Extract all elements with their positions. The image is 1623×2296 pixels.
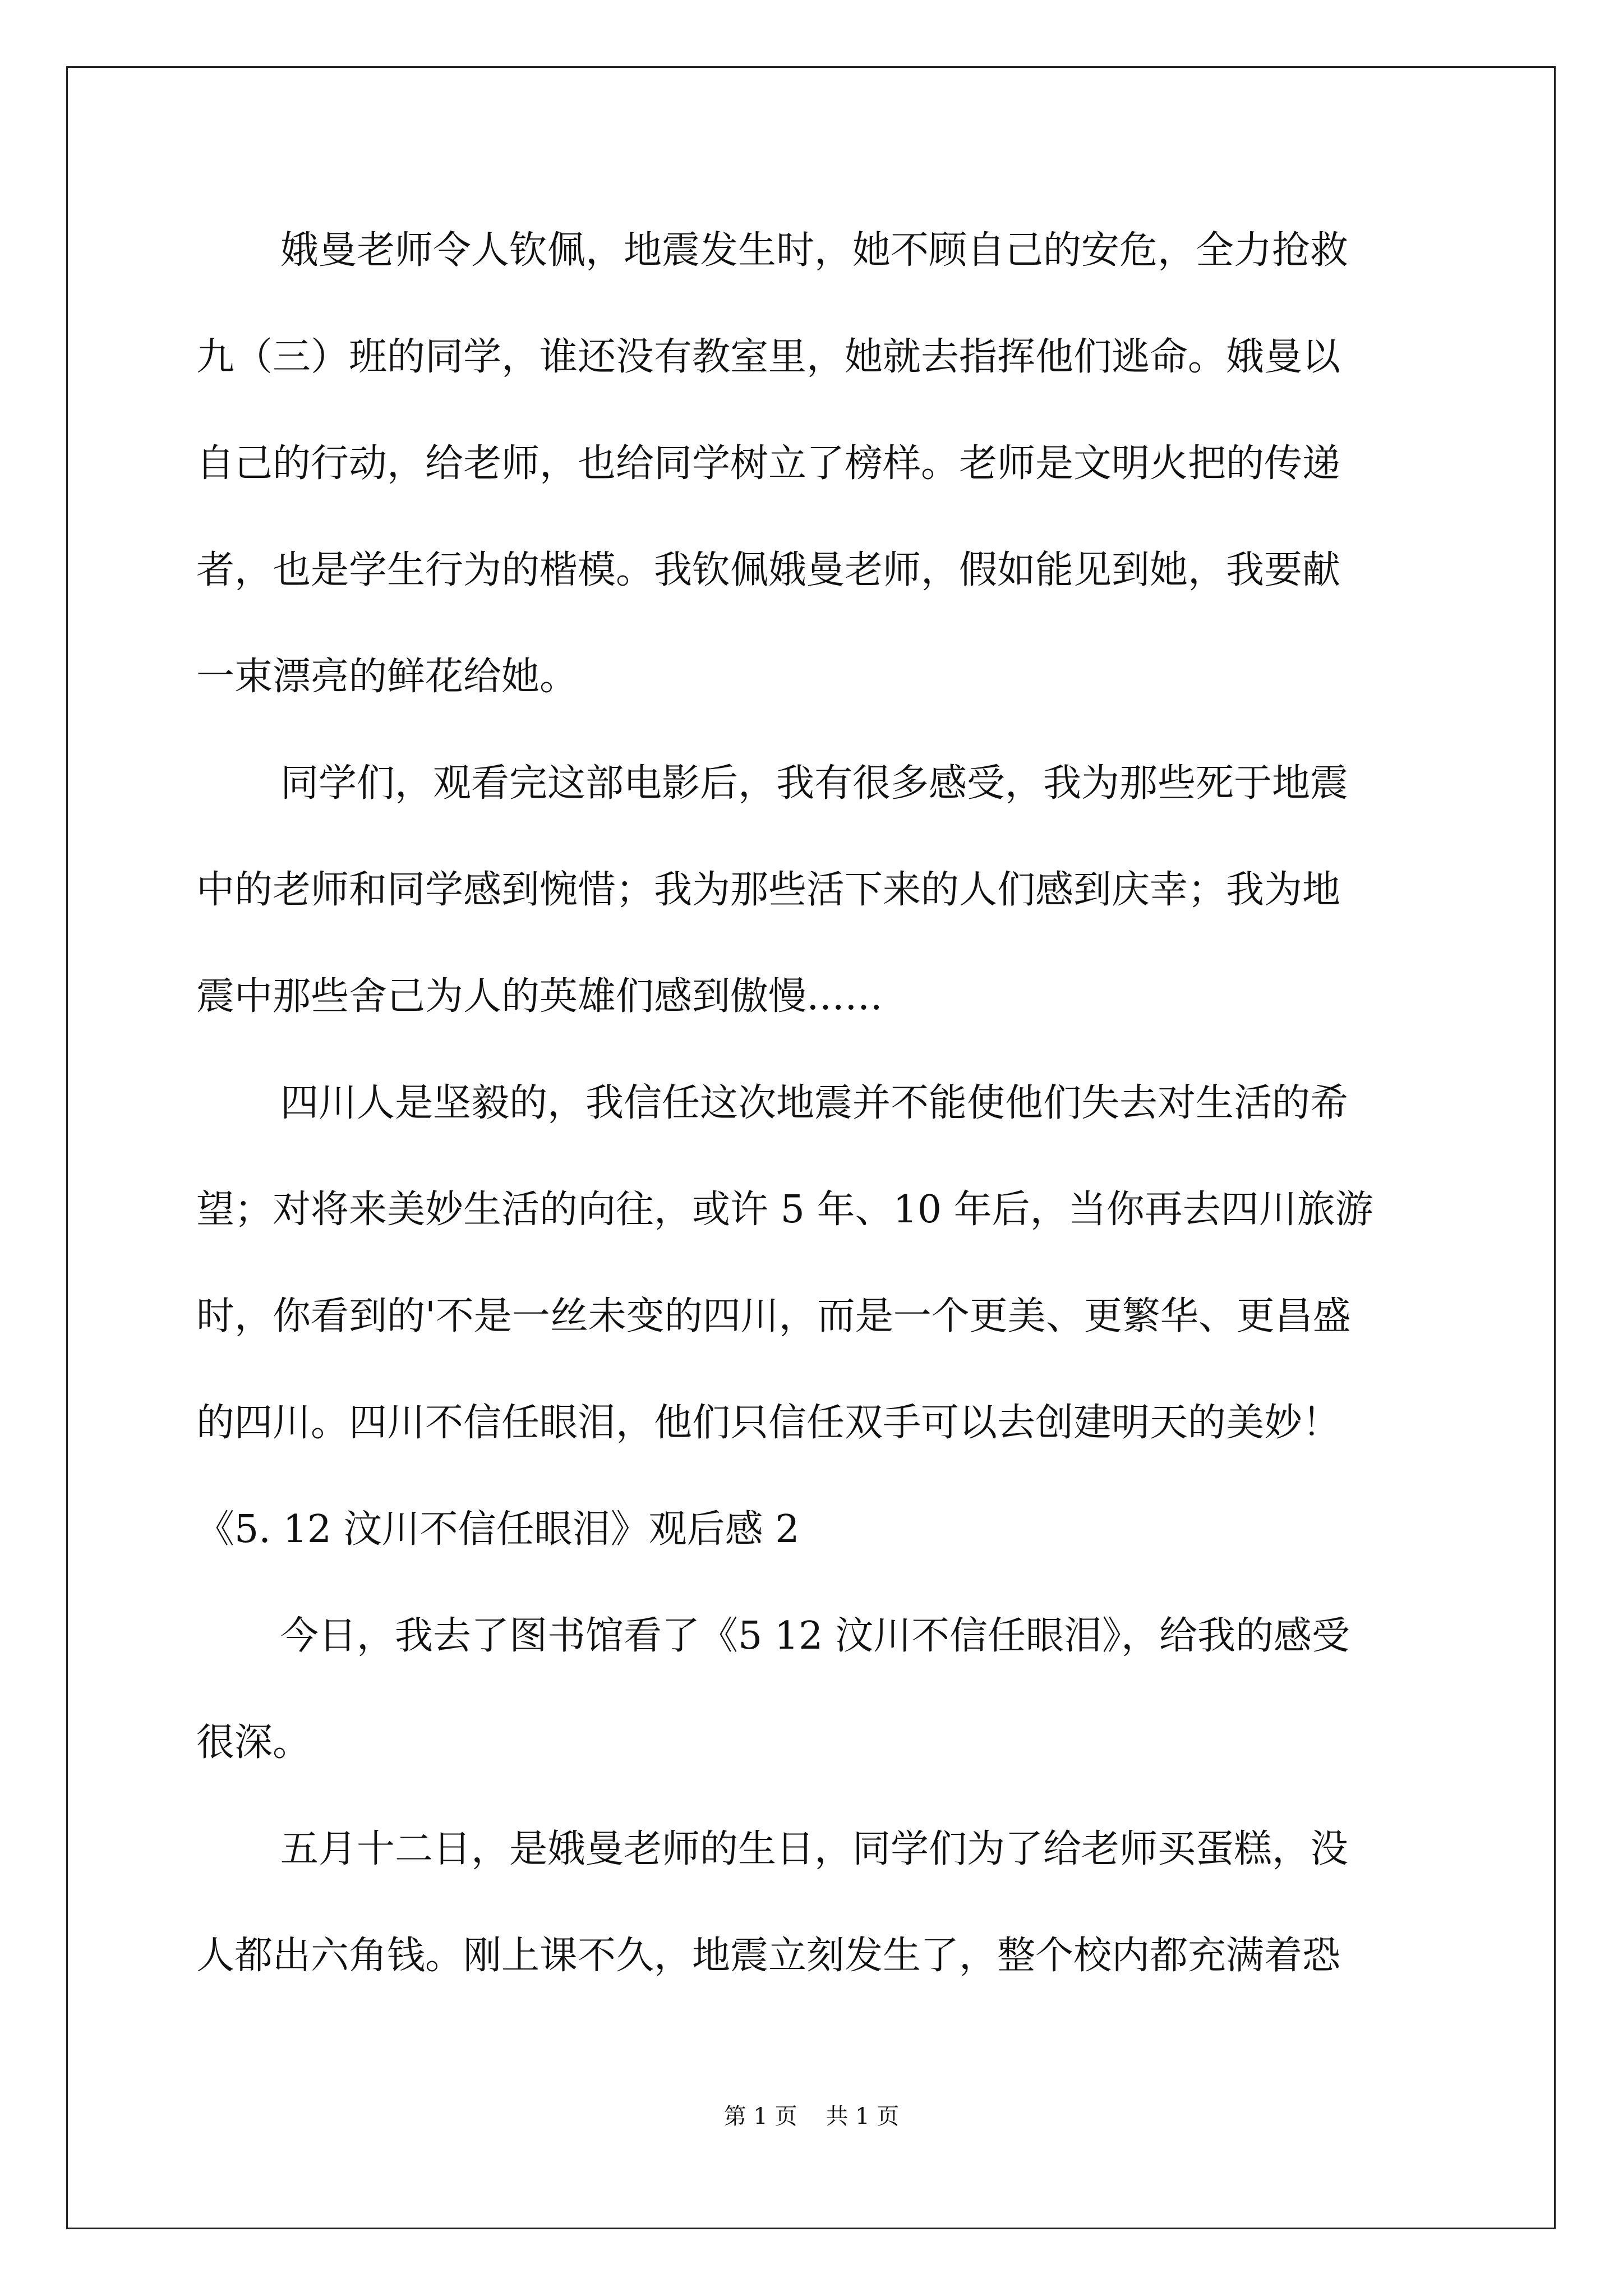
paragraph-line: 望；对将来美妙生活的向往，或许 5 年、10 年后，当你再去四川旅游 bbox=[196, 1188, 1373, 1232]
page-border bbox=[66, 66, 1556, 2229]
paragraph-line: 自己的行动，给老师，也给同学树立了榜样。老师是文明火把的传递 bbox=[196, 441, 1341, 486]
paragraph-line: 时，你看到的'不是一丝未变的四川，而是一个更美、更繁华、更昌盛 bbox=[196, 1294, 1351, 1338]
paragraph-line: 很深。 bbox=[196, 1720, 311, 1765]
paragraph-line: 同学们，观看完这部电影后，我有很多感受，我为那些死于地震 bbox=[280, 761, 1349, 806]
paragraph-line: 五月十二日，是娥曼老师的生日，同学们为了给老师买蛋糕，没 bbox=[280, 1827, 1349, 1871]
section-heading: 《5. 12 汶川不信任眼泪》观后感 2 bbox=[196, 1507, 800, 1552]
paragraph-line: 人都出六角钱。刚上课不久，地震立刻发生了，整个校内都充满着恐 bbox=[196, 1934, 1341, 1978]
paragraph-line: 的四川。四川不信任眼泪，他们只信任双手可以去创建明天的美妙！ bbox=[196, 1401, 1341, 1445]
paragraph-line: 四川人是坚毅的，我信任这次地震并不能使他们失去对生活的希 bbox=[280, 1081, 1349, 1125]
paragraph-line: 中的老师和同学感到惋惜；我为那些活下来的人们感到庆幸；我为地 bbox=[196, 868, 1341, 912]
paragraph-line: 震中那些舍己为人的英雄们感到傲慢…… bbox=[196, 974, 883, 1019]
page-footer: 第 1 页 共 1 页 bbox=[723, 2104, 900, 2129]
paragraph-line: 娥曼老师令人钦佩，地震发生时，她不顾自己的安危，全力抢救 bbox=[280, 228, 1349, 273]
paragraph-line: 者，也是学生行为的楷模。我钦佩娥曼老师，假如能见到她，我要献 bbox=[196, 548, 1341, 592]
paragraph-line: 一束漂亮的鲜花给她。 bbox=[196, 655, 578, 699]
paragraph-line: 今日，我去了图书馆看了《5 12 汶川不信任眼泪》，给我的感受 bbox=[280, 1614, 1350, 1658]
paragraph-line: 九（三）班的同学，谁还没有教室里，她就去指挥他们逃命。娥曼以 bbox=[196, 335, 1341, 379]
